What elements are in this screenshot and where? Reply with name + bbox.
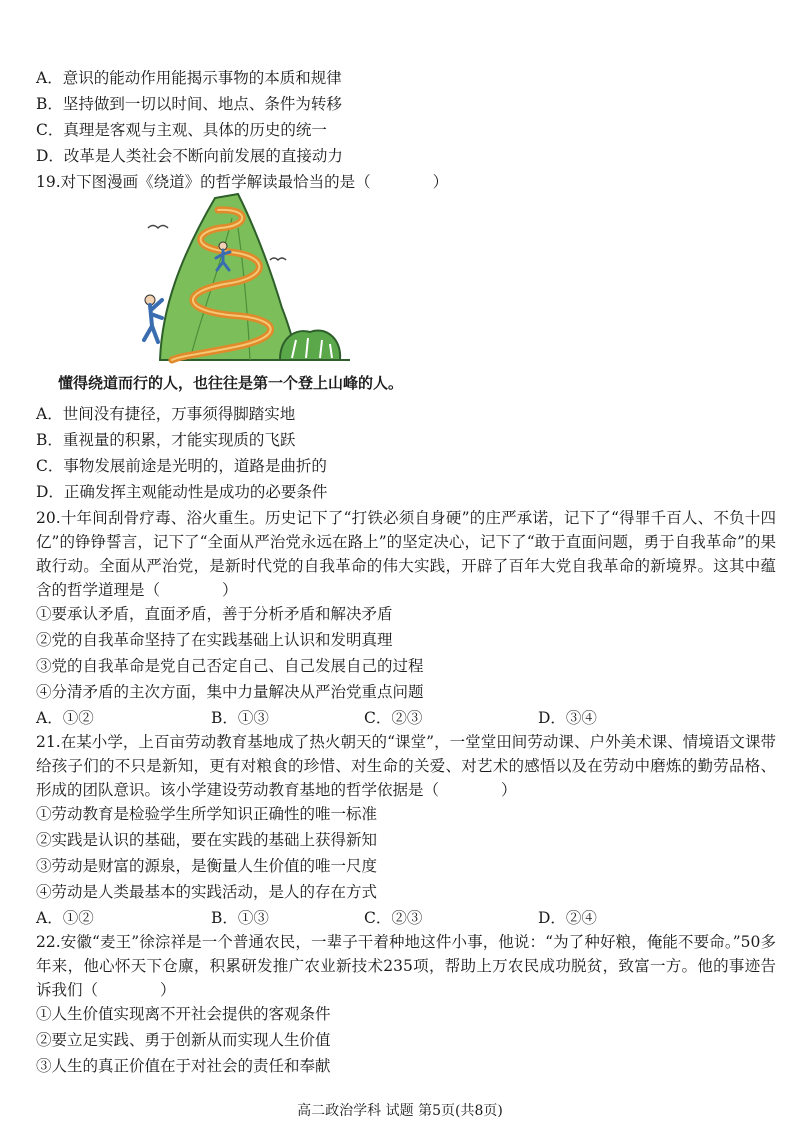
q22-item-1: ①人生价值实现离不开社会提供的客观条件	[36, 1005, 331, 1023]
q19-option-d: D．正确发挥主观能动性是成功的必要条件	[36, 483, 328, 501]
q20-option-c: C．②③	[364, 709, 423, 727]
q22-item-2: ②要立足实践、勇于创新从而实现人生价值	[36, 1031, 331, 1049]
q19-stem: 19.对下图漫画《绕道》的哲学解读最恰当的是（ ）	[36, 173, 449, 191]
q21-option-c: C．②③	[364, 909, 423, 927]
q18-option-a: A．意识的能动作用能揭示事物的本质和规律	[36, 69, 342, 87]
q19-option-b: B．重视量的积累，才能实现质的飞跃	[36, 431, 296, 449]
q21-item-3: ③劳动是财富的源泉，是衡量人生价值的唯一尺度	[36, 857, 378, 875]
q19-option-c: C．事物发展前途是光明的，道路是曲折的	[36, 457, 327, 475]
q18-option-b: B．坚持做到一切以时间、地点、条件为转移	[36, 95, 342, 113]
illustration-caption: 懂得绕道而行的人，也往往是第一个登上山峰的人。	[58, 374, 404, 392]
q18-option-d: D．改革是人类社会不断向前发展的直接动力	[36, 147, 343, 165]
q22-item-3: ③人生的真正价值在于对社会的责任和奉献	[36, 1057, 331, 1075]
q21-option-a: A．①②	[36, 909, 94, 927]
q20-option-a: A．①②	[36, 709, 94, 727]
q20-option-d: D．③④	[538, 709, 597, 727]
q20-item-3: ③党的自我革命是党自己否定自己、自己发展自己的过程	[36, 657, 424, 675]
q20-stem: 20.十年间刮骨疗毒、浴火重生。历史记下了“打铁必须自身硬”的庄严承诺，记下了“得罪千百人、不负十四亿”的铮铮誓言，记下了“全面从严治党永远在路上”的坚定决心，记下了“敢于直面问题，勇于自我革命”的果敢行动。全面从严治党，是新时代党的自我革命的伟大实践，开辟了百年大党自我革命的新境界。这其中蕴含的哲学道理是（ ）	[36, 509, 776, 599]
q21-stem: 21.在某小学，上百亩劳动教育基地成了热火朝天的“课堂”，一堂堂田间劳动课、户外美术课、情境语文课带给孩子们的不只是新知，更有对粮食的珍惜、对生命的关爱、对艺术的感悟以及在劳动中磨炼的勤劳品格、形成的团队意识。该小学建设劳动教育基地的哲学依据是（ ）	[36, 733, 776, 799]
q19-option-a: A．世间没有捷径，万事须得脚踏实地	[36, 405, 296, 423]
q21-option-b: B．①③	[211, 909, 269, 927]
page-footer: 高二政治学科 试题 第5页(共8页)	[297, 1103, 503, 1119]
q20-item-1: ①要承认矛盾，直面矛盾，善于分析矛盾和解决矛盾	[36, 605, 393, 623]
q20-option-b: B．①③	[211, 709, 269, 727]
q21-item-4: ④劳动是人类最基本的实践活动，是人的存在方式	[36, 883, 378, 901]
q18-option-c: C．真理是客观与主观、具体的历史的统一	[36, 121, 327, 139]
q20-item-4: ④分清矛盾的主次方面，集中力量解决从严治党重点问题	[36, 683, 424, 701]
q22-stem: 22.安徽“麦王”徐淙祥是一个普通农民，一辈子干着种地这件小事，他说：“为了种好粮，俺能不要命。”50多年来，他心怀天下仓廪，积累研发推广农业新技术235项，帮助上万农民成功脱贫，致富一方。他的事迹告诉我们（ ）	[36, 933, 776, 999]
cartoon-mountain-illustration	[120, 188, 360, 368]
q21-item-2: ②实践是认识的基础，要在实践的基础上获得新知	[36, 831, 378, 849]
q20-item-2: ②党的自我革命坚持了在实践基础上认识和发明真理	[36, 631, 393, 649]
q21-item-1: ①劳动教育是检验学生所学知识正确性的唯一标准	[36, 805, 378, 823]
q21-option-d: D．②④	[538, 909, 597, 927]
